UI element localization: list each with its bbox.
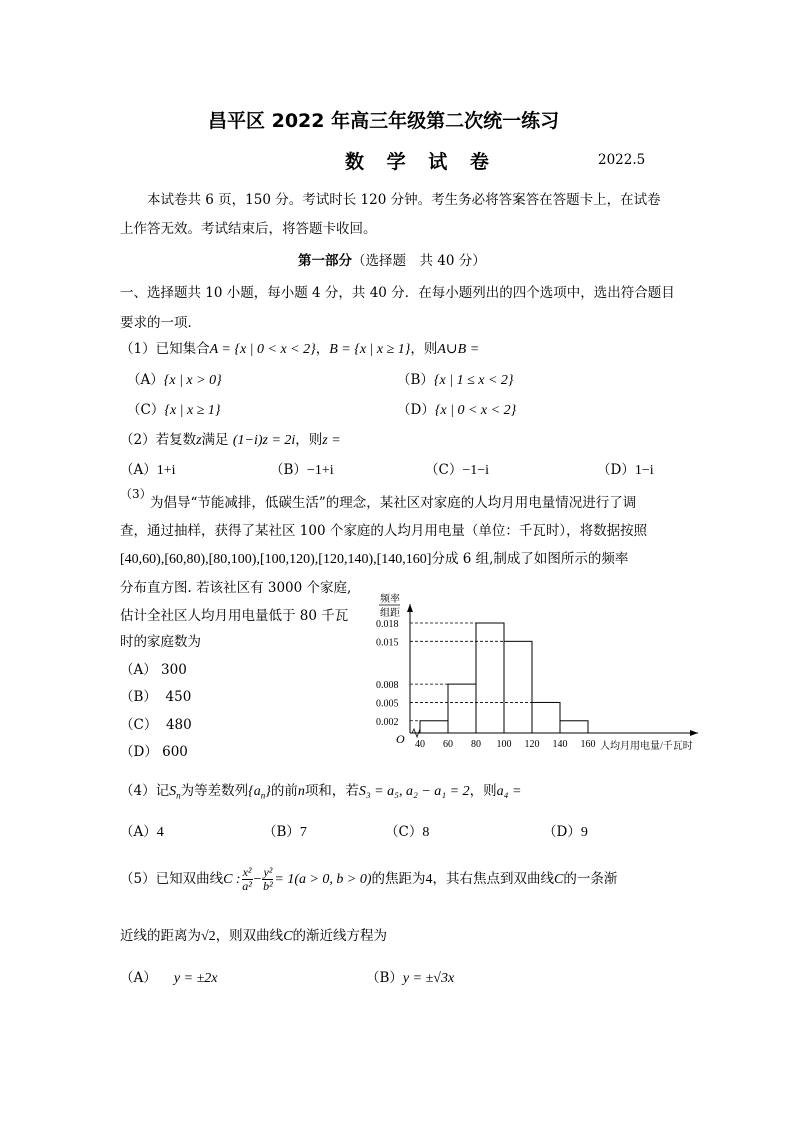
option-label: （C） [425,462,463,478]
option-label: （A） [120,462,157,478]
q4-condition: S₃ = a₅, a₂ − a₁ = 2 [358,784,470,799]
q3-option-a [120,658,187,678]
y-tick-label: 0.008 [376,680,399,692]
option-value: 8 [422,825,430,840]
option-value: 450 [165,689,192,705]
option-label: （B） [120,689,157,705]
option-label: （C） [385,824,423,840]
option-label: （A） [127,372,164,388]
option-value: 1−i [634,463,654,478]
q5-four: 4 [425,872,433,887]
q5-line2-mid: ，则双曲线 [215,928,284,944]
x-tick-label: 40 [415,739,425,750]
option-label: （B） [397,372,434,388]
q5-c2: C [554,872,564,887]
y-axis-arrow [407,604,413,612]
option-label: （C） [127,402,165,418]
q1-option-d [397,398,516,419]
q3-option-b [120,685,191,705]
histogram-bar [532,702,560,733]
question-5-line-2 [120,924,387,945]
q2-prefix: （2）若复数 [120,432,197,448]
q2-z: z [196,433,202,448]
q4-mid3: 项和，若 [304,783,359,799]
x-tick-label: 80 [471,739,481,750]
q1-option-c [127,398,221,419]
q4-an-close: } [265,784,271,799]
q5-minus: − [253,872,262,887]
option-label: （D） [120,744,158,760]
option-label: （B） [270,462,307,478]
origin-label: O [396,732,405,746]
option-value: 7 [299,825,307,840]
q2-option-b [270,458,334,479]
q5-mid3: 的一条渐 [563,871,618,887]
q5-line2-rest: 的渐近线方程为 [292,928,388,944]
part1-heading [298,249,486,269]
q4-an-sub: n [260,790,266,801]
q5-frac-y [262,866,273,893]
question-3-line-3 [120,547,628,568]
q5-sqrt2: √2 [201,929,216,944]
q3-option-c [120,713,192,733]
x-tick-label: 60 [443,739,453,750]
option-value: −1+i [306,463,334,478]
option-value: 4 [156,825,164,840]
q1-comma: ， [315,341,330,357]
option-label: （D） [543,824,581,840]
q1-expr: A∪B = [437,342,480,357]
x-axis-arrow [690,730,698,736]
q1-prefix: （1）已知集合 [120,341,210,357]
y-tick-label: 0.018 [376,619,399,630]
histogram-bar [448,684,476,733]
q4-ask: a₄ = [496,784,522,799]
option-value: −1−i [462,463,490,478]
q1-option-a [127,368,222,389]
intro-line-2: 上作答无效。考试结束后，将答题卡收回。 [120,221,377,237]
q4-option-b [263,820,307,841]
q3-option-d [120,740,188,760]
q1-set-b: B = {x | x ≥ 1} [329,342,411,357]
y-label-denominator: 组距 [380,608,400,619]
option-value: {x | 0 < x < 2} [434,403,517,418]
section-instruction-2: 要求的一项． [120,315,201,331]
option-value: 600 [162,744,188,760]
question-3-line-6: 时的家庭数为 [120,634,201,650]
option-value: {x | 1 ≤ x < 2} [433,373,514,388]
q4-option-d [543,820,588,841]
q4-option-c [385,820,429,841]
q4-mid2: 的前 [270,783,298,799]
x-axis-label: 人均月用电量/千瓦时 [600,741,693,752]
q5-curve-name: C : [223,872,241,887]
q2-then: ，则 [295,432,323,448]
q2-option-d [597,458,654,479]
question-3-line-4: 分布直方图. 若该社区有 3000 个家庭, [120,580,352,596]
histogram-bar [476,623,504,733]
option-label: （B） [263,824,300,840]
x-tick-label: 160 [580,739,596,750]
question-3-number: （3） [120,487,152,501]
q4-then: ，则 [469,783,497,799]
x-tick-label: 140 [552,739,568,750]
q5-x2: x² [242,865,252,879]
option-value: 1+i [156,463,176,478]
q4-option-a [120,820,164,841]
y-tick-label: 0.002 [376,716,399,728]
option-value: 480 [165,717,192,733]
exam-date: 2022.5 [598,152,646,168]
option-label: （B） [366,970,403,986]
option-value: {x | x > 0} [163,373,222,388]
q2-option-a [120,458,176,479]
exam-subtitle: 数 学 试 卷 [345,151,497,173]
q4-sn: S [169,784,177,799]
q5-eq-rest: = 1(a > 0, b > 0) [274,872,372,887]
q4-n: n [297,784,305,799]
option-label: （A） [120,824,157,840]
option-value: 300 [161,662,187,678]
q5-frac-x [242,866,253,893]
question-1-stem [120,337,479,358]
q5-line2-prefix: 近线的距离为 [120,928,201,944]
part1-heading-title: 第一部分 [298,253,352,269]
q5-a2: a² [242,879,252,893]
question-2-stem [120,428,341,449]
q5-option-b [366,966,454,987]
q2-equation: (1−i)z = 2i [232,433,296,448]
q5-y2: y² [263,865,273,879]
part1-heading-note: （选择题 共 40 分） [352,253,486,269]
histogram-bar [420,721,448,733]
section-instruction-1: 一、选择题共 10 小题，每小题 4 分，共 40 分．在每小题列出的四个选项中，选出符合题目 [120,285,675,301]
x-tick-label: 100 [496,739,512,750]
histogram-bar [504,641,532,733]
option-label: （D） [397,402,435,418]
q1-option-b [397,368,514,389]
q5-option-a [120,966,217,987]
q5-mid2: ，其右焦点到双曲线 [432,871,555,887]
q2-option-c [425,458,489,479]
q4-an: {a [248,784,261,799]
q1-set-a: A = {x | 0 < x < 2} [209,342,316,357]
histogram-bar [560,721,588,733]
question-3-line-5: 估计全社区人均月用电量低于 80 千瓦 [120,608,349,624]
option-value: y = ±2x [173,971,218,986]
question-4-stem [120,779,521,801]
exam-title: 昌平区 2022 年高三年级第二次统一练习 [208,110,560,132]
option-label: （C） [120,717,158,733]
q4-mid1: 为等差数列 [180,783,249,799]
q4-prefix: （4）记 [120,783,170,799]
q5-c3: C [283,929,293,944]
q5-mid1: 的焦距为 [371,871,426,887]
question-3-line-1: 为倡导“节能减排，低碳生活”的理念，某社区对家庭的人均月用电量情况进行了调 [150,495,637,511]
q5-b2: b² [263,879,273,893]
question-3-line-2: 查，通过抽样，获得了某社区 100 个家庭的人均月用电量（单位：千瓦时），将数据按照 [120,523,648,539]
y-tick-label: 0.015 [376,637,399,649]
q1-then: ，则 [410,341,438,357]
q2-ask: z = [322,433,341,448]
q5-prefix: （5）已知双曲线 [120,871,224,887]
x-tick-label: 120 [524,739,540,750]
y-label-numerator: 频率 [380,594,400,605]
option-label: （A） [120,970,157,986]
option-label: （D） [597,462,635,478]
option-label: （A） [120,662,157,678]
option-value: 9 [580,825,588,840]
q2-satisfy: 满足 [201,432,229,448]
y-tick-label: 0.005 [376,698,399,710]
q3-intervals: [40,60),[60,80),[80,100),[100,120),[120,140),[140,160] [120,552,432,567]
q3-line3-rest: 分成 6 组,制成了如图所示的频率 [431,551,629,567]
question-5-stem [120,866,617,893]
option-value: y = ±√3x [402,971,455,986]
frequency-histogram [368,590,708,760]
option-value: {x | x ≥ 1} [164,403,221,418]
q4-sn-sub: n [176,790,181,801]
intro-line-1: 本试卷共 6 页，150 分。考试时长 120 分钟。考生务必将答案答在答题卡上，在试卷 [147,192,661,208]
